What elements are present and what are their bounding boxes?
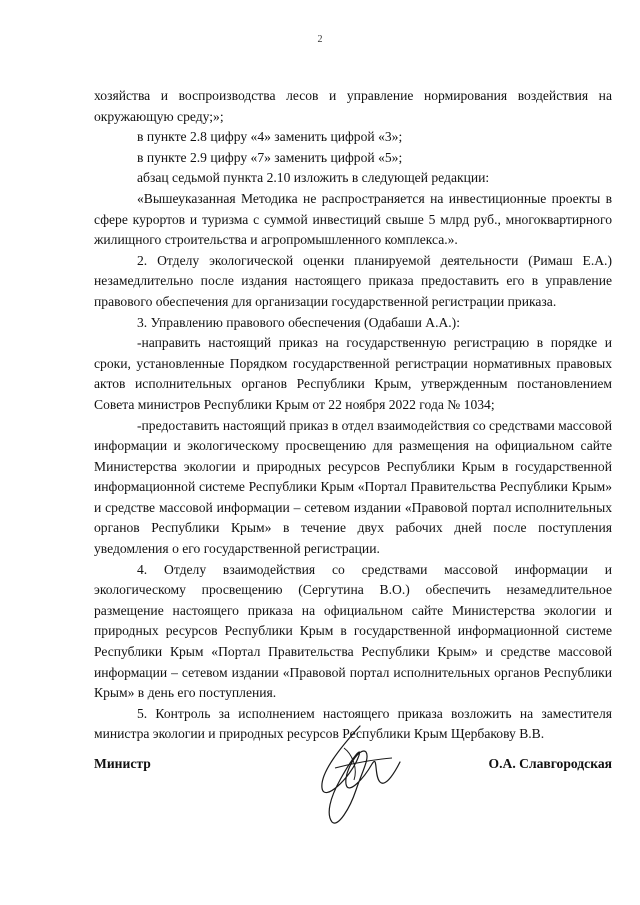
page-number: 2	[317, 34, 323, 45]
paragraph: в пункте 2.8 цифру «4» заменить цифрой «3»;	[137, 129, 403, 145]
paragraph: 2. Отделу экологической оценки планируемой деятельности (Римаш Е.А.) незамедлительно после издания настоящего приказа предоставить его в управление правового обеспечения для организации государственной регистрации приказа.	[94, 252, 612, 309]
paragraph: абзац седьмой пункта 2.10 изложить в следующей редакции:	[137, 170, 490, 186]
document-body	[94, 86, 612, 745]
paragraph: -направить настоящий приказ на государственную регистрацию в порядке и сроки, установленные Порядком государственной регистрации нормативных правовых актов исполнительных органов Республики Крым, утвержденным постановлением Совета министров Республики Крым от 22 ноября 2022 года № 1034;	[94, 335, 612, 412]
paragraph: в пункте 2.9 цифру «7» заменить цифрой «5»;	[137, 149, 403, 165]
paragraph: хозяйства и воспроизводства лесов и управление нормирования воздействия на окружающую среду;»;	[94, 88, 612, 124]
paragraph: «Вышеуказанная Методика не распространяется на инвестиционные проекты в сфере курортов и туризма с суммой инвестиций свыше 5 млрд руб., многоквартирного жилищного строительства и агропромышленного комплекса.».	[94, 190, 612, 248]
paragraph: 3. Управлению правового обеспечения (Одабаши А.А.):	[137, 314, 460, 330]
signature-block	[94, 756, 612, 780]
signer-name: О.А. Славгородская	[488, 756, 612, 771]
signer-title: Министр	[94, 756, 151, 771]
paragraph: -предоставить настоящий приказ в отдел взаимодействия со средствами массовой информации и экологическому просвещению для размещения на официальном сайте Министерства экологии и природных ресурсов Республики Крым в государственной информационной системе Республики Крым «Портал Правительства Республики Крым» и средстве массовой информации – сетевом издании «Правовой портал исполнительных органов Республики Крым» в течение двух рабочих дней после поступления уведомления о его государственной регистрации.	[94, 417, 612, 557]
paragraph: 4. Отделу взаимодействия со средствами массовой информации и экологическому просвещению (Сергутина В.О.) обеспечить незамедлительное размещение настоящего приказа на официальном сайте Министерства экологии и природных ресурсов Республики Крым в государственной информационной системе Республики Крым «Портал Правительства Республики Крым» и средстве массовой информации – сетевом издании «Правовой портал исполнительных органов Республики Крым» в день его поступления.	[94, 561, 612, 701]
paragraph: 5. Контроль за исполнением настоящего приказа возложить на заместителя министра экологии и природных ресурсов Республики Крым Щербакову В.В.	[94, 705, 612, 742]
